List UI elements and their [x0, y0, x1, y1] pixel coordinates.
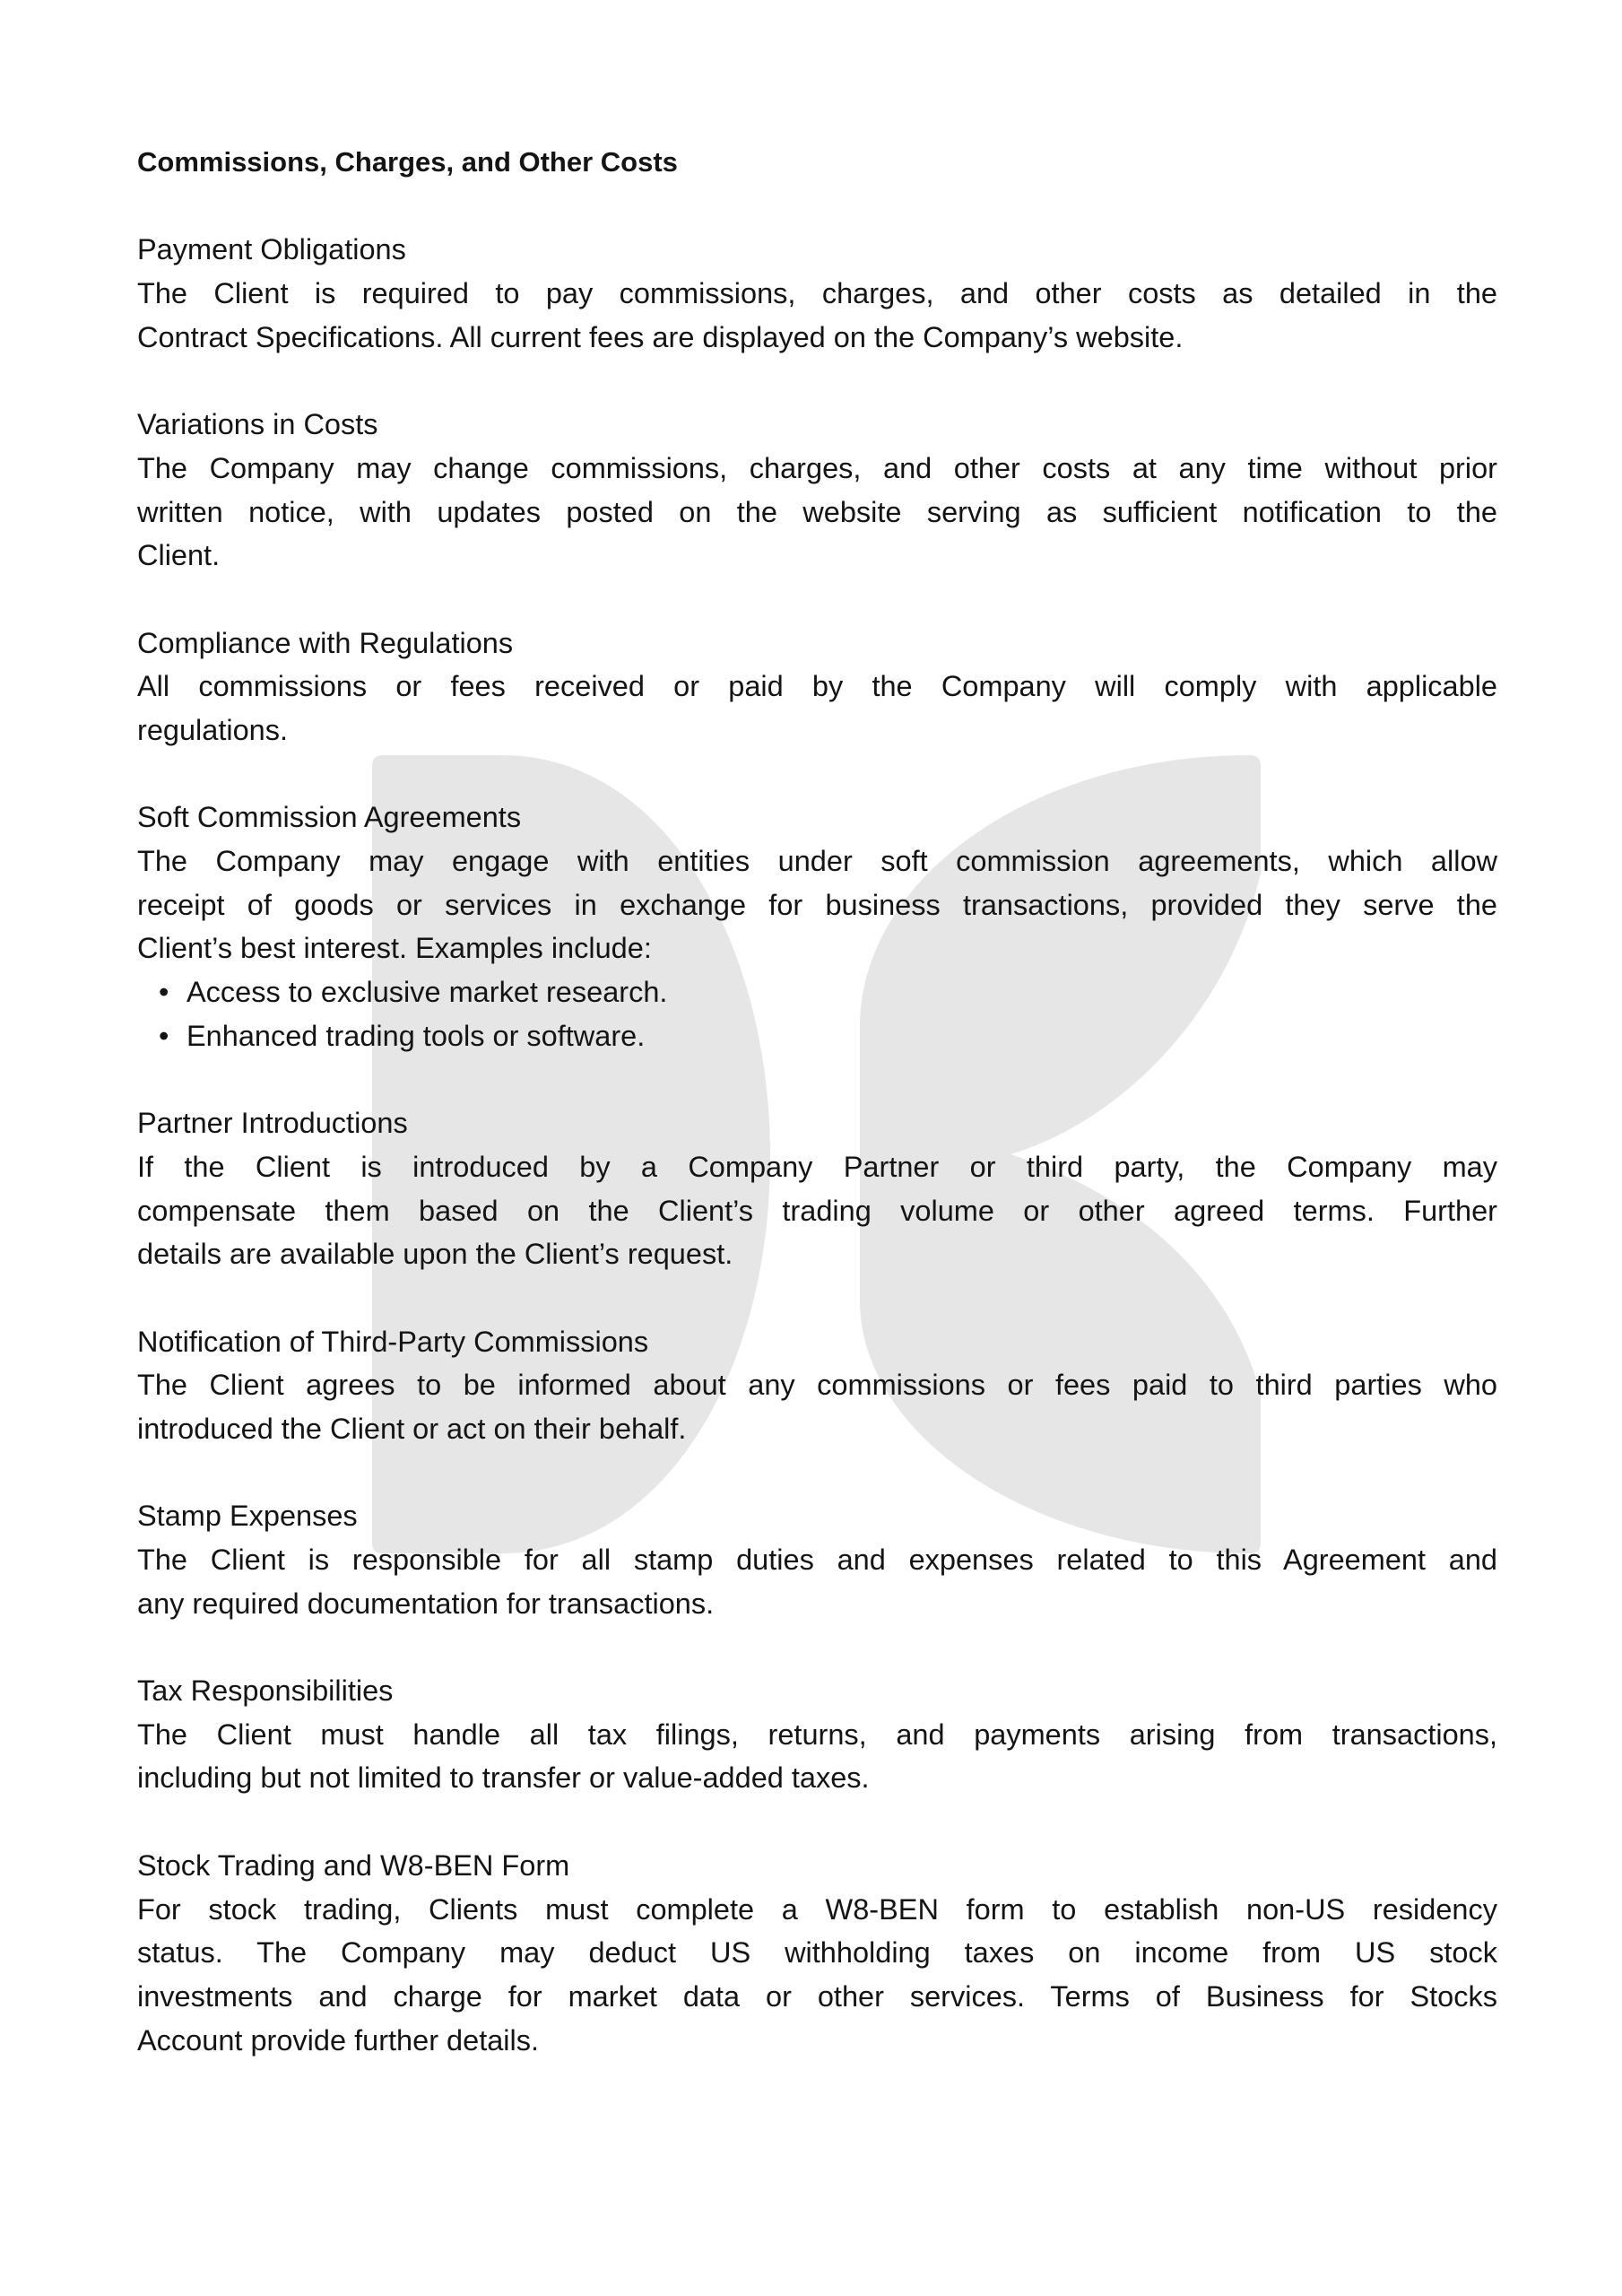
paragraph-line: introduced the Client or act on their behalf.: [137, 1412, 687, 1445]
paragraph-line: Contract Specifications. All current fees are displayed on the Company’s website.: [137, 320, 1184, 353]
section-title: Stock Trading and W8-BEN Form: [137, 1848, 570, 1882]
paragraph-line: Client’s best interest. Examples include:: [137, 932, 652, 965]
document-page: [137, 141, 1497, 2062]
section: [137, 1669, 1497, 1800]
sections-container: [137, 228, 1497, 2062]
section-title: Soft Commission Agreements: [137, 801, 522, 834]
paragraph-line: The Client is responsible for all stamp duties and expenses related to this Agreement and: [137, 1544, 1497, 1576]
section-title: Tax Responsibilities: [137, 1674, 394, 1708]
paragraph-line: All commissions or fees received or paid by the Company will comply with applicable: [137, 670, 1497, 703]
paragraph-line: receipt of goods or services in exchange for business transactions, provided they serve the: [137, 888, 1497, 921]
section: [137, 1320, 1497, 1451]
paragraph-line: written notice, with updates posted on the website serving as sufficient notification to the: [137, 495, 1497, 528]
paragraph-line: status. The Company may deduct US withholding taxes on income from US stock: [137, 1936, 1497, 1970]
bullet-item: [137, 1014, 1497, 1058]
paragraph-line: For stock trading, Clients must complete a W8-BEN form to establish non-US residency: [137, 1892, 1497, 1926]
section-title: Payment Obligations: [137, 233, 406, 266]
section: [137, 228, 1497, 359]
section-title: Partner Introductions: [137, 1107, 408, 1140]
paragraph-line: including but not limited to transfer or value-added taxes.: [137, 1761, 870, 1795]
section: [137, 622, 1497, 752]
bullet-text: Access to exclusive market research.: [186, 976, 668, 1009]
paragraph-line: any required documentation for transactions.: [137, 1587, 715, 1620]
bullet-text: Enhanced trading tools or software.: [186, 1019, 646, 1052]
bullet-icon: •: [159, 976, 169, 1009]
paragraph-line: The Company may engage with entities under soft commission agreements, which allow: [137, 845, 1497, 877]
section: [137, 1101, 1497, 1276]
section-title: Stamp Expenses: [137, 1500, 358, 1533]
bullet-item: [137, 970, 1497, 1014]
paragraph-line: The Client must handle all tax filings, returns, and payments arising from transactions,: [137, 1718, 1497, 1751]
paragraph-line: If the Client is introduced by a Company Partner or third party, the Company may: [137, 1150, 1497, 1183]
section: [137, 796, 1497, 1057]
section-title: Notification of Third-Party Commissions: [137, 1325, 649, 1358]
section: [137, 403, 1497, 578]
paragraph-line: compensate them based on the Client’s trading volume or other agreed terms. Further: [137, 1194, 1497, 1227]
paragraph-line: Client.: [137, 539, 221, 572]
section-title: Variations in Costs: [137, 408, 378, 441]
section: [137, 1494, 1497, 1625]
paragraph-line: investments and charge for market data or other services. Terms of Business for Stocks: [137, 1979, 1497, 2013]
bullet-icon: •: [159, 1019, 169, 1052]
paragraph-line: The Company may change commissions, charges, and other costs at any time without prior: [137, 451, 1497, 484]
paragraph-line: regulations.: [137, 713, 289, 746]
document-title: Commissions, Charges, and Other Costs: [137, 146, 678, 178]
paragraph-line: Account provide further details.: [137, 2023, 540, 2057]
paragraph-line: The Client agrees to be informed about any commissions or fees paid to third parties who: [137, 1369, 1497, 1402]
section-title: Compliance with Regulations: [137, 626, 514, 659]
paragraph-line: details are available upon the Client’s request.: [137, 1238, 733, 1271]
paragraph-line: The Client is required to pay commissions, charges, and other costs as detailed in the: [137, 277, 1497, 310]
section: [137, 1844, 1497, 2062]
